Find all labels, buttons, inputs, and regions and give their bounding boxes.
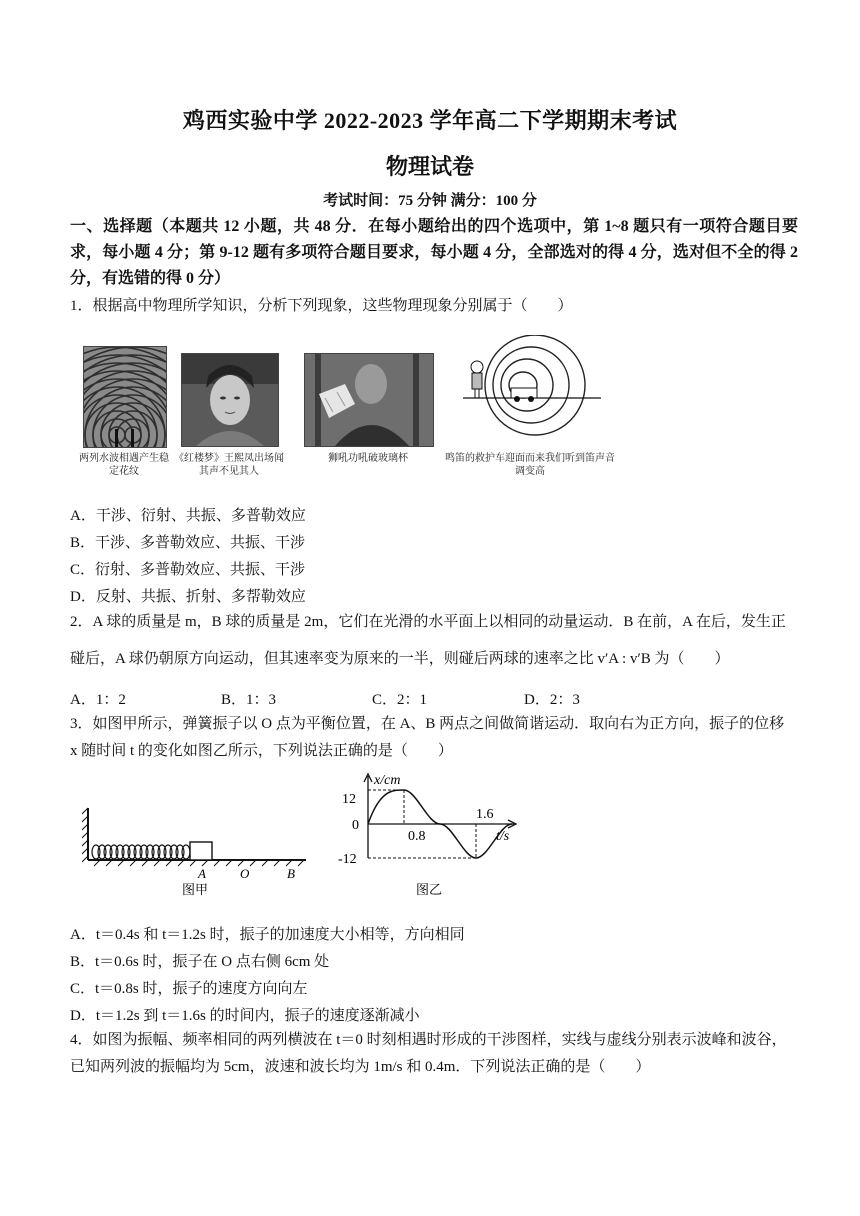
graph-ytick-12: 12 (342, 792, 356, 807)
exam-subject: 物理试卷 (385, 154, 474, 179)
graph-ylabel: x/cm (374, 773, 401, 788)
graph-ytick-neg12: -12 (338, 852, 357, 867)
question-2-line-2: 碰后，A 球仍朝原方向运动，但其速率变为原来的一半，则碰后两球的速率之比 v′A : v′B 为（ ） (70, 651, 730, 667)
figure-xt-graph (330, 768, 530, 898)
exam-title: 鸡西实验中学 2022-2023 学年高二下学期期末考试 (182, 108, 678, 133)
figure-spring-oscillator (82, 796, 312, 896)
graph-ytick-0: 0 (352, 818, 359, 833)
question-3-line-2: x 随时间 t 的变化如图乙所示，下列说法正确的是（ ） (70, 743, 453, 759)
question-1-stem: 1．根据高中物理所学知识，分析下列现象，这些物理现象分别属于（ ） (70, 298, 573, 314)
question-1-option-c: C．衍射、多普勒效应、共振、干涉 (70, 562, 306, 578)
question-4-line-1: 4．如图为振幅、频率相同的两列横波在 t＝0 时刻相遇时形成的干涉图样，实线与虚线分别表示波峰和波谷， (70, 1032, 787, 1048)
caption-3: 狮吼功吼破玻璃杯 (328, 453, 408, 464)
caption-1: 两列水波相遇产生稳定花纹 (79, 453, 169, 477)
point-o-label: O (240, 866, 250, 881)
point-b-label: B (287, 866, 295, 881)
question-3-option-c: C．t＝0.8s 时，振子的速度方向向左 (70, 981, 308, 997)
figure-a-label: 图甲 (182, 882, 209, 896)
photo-water-wave-interference (83, 346, 167, 448)
graph-xtick-1.6: 1.6 (476, 807, 494, 822)
section-heading: 一、选择题（本题共 12 小题，共 48 分．在每小题给出的四个选项中，第 1~8 题只有一项符合题目要求，每小题 4 分；第 9-12 题有多项符合题目要求，每小题 4 分，全部选对的得 4 分，选对但不全的得 2 分，有选错的得 0 分） (70, 218, 798, 287)
question-1-option-d: D．反射、共振、折射、多帮勒效应 (70, 589, 306, 605)
figure-b-label: 图乙 (416, 882, 443, 897)
question-2-line-1: 2．A 球的质量是 m，B 球的质量是 2m，它们在光滑的水平面上以相同的动量运动．B 在前，A 在后，发生正 (70, 614, 786, 630)
point-a-label: A (198, 866, 206, 881)
photo-wang-xifeng (181, 353, 279, 447)
question-2-option-b: B．1：3 (221, 692, 277, 708)
question-3-option-a: A．t＝0.4s 和 t＝1.2s 时，振子的加速度大小相等，方向相同 (70, 927, 465, 943)
question-3-line-1: 3．如图甲所示，弹簧振子以 O 点为平衡位置，在 A、B 两点之间做简谐运动．取向右为正方向，振子的位移 (70, 716, 785, 732)
question-2-option-d: D．2：3 (524, 692, 580, 708)
graph-xtick-0.8: 0.8 (408, 829, 426, 844)
question-4-line-2: 已知两列波的振幅均为 5cm，波速和波长均为 1m/s 和 0.4m．下列说法正确的是（ ） (70, 1059, 651, 1075)
figure-doppler-ambulance (455, 335, 605, 447)
photo-lion-roar (304, 353, 434, 447)
caption-2: 《红楼梦》王熙凤出场闻其声不见其人 (174, 453, 284, 477)
question-3-option-b: B．t＝0.6s 时，振子在 O 点右侧 6cm 处 (70, 954, 330, 970)
question-2-option-a: A．1：2 (70, 692, 126, 708)
caption-4: 鸣笛的救护车迎面而来我们听到笛声音调变高 (445, 453, 615, 477)
question-1-option-b: B．干涉、多普勒效应、共振、干涉 (70, 535, 306, 551)
question-1-option-a: A．干涉、衍射、共振、多普勒效应 (70, 508, 306, 524)
question-2-option-c: C．2：1 (372, 692, 428, 708)
graph-xlabel: t/s (496, 829, 510, 844)
exam-info: 考试时间：75 分钟 满分：100 分 (323, 193, 537, 209)
question-3-option-d: D．t＝1.2s 到 t＝1.6s 的时间内，振子的速度逐渐减小 (70, 1008, 420, 1024)
